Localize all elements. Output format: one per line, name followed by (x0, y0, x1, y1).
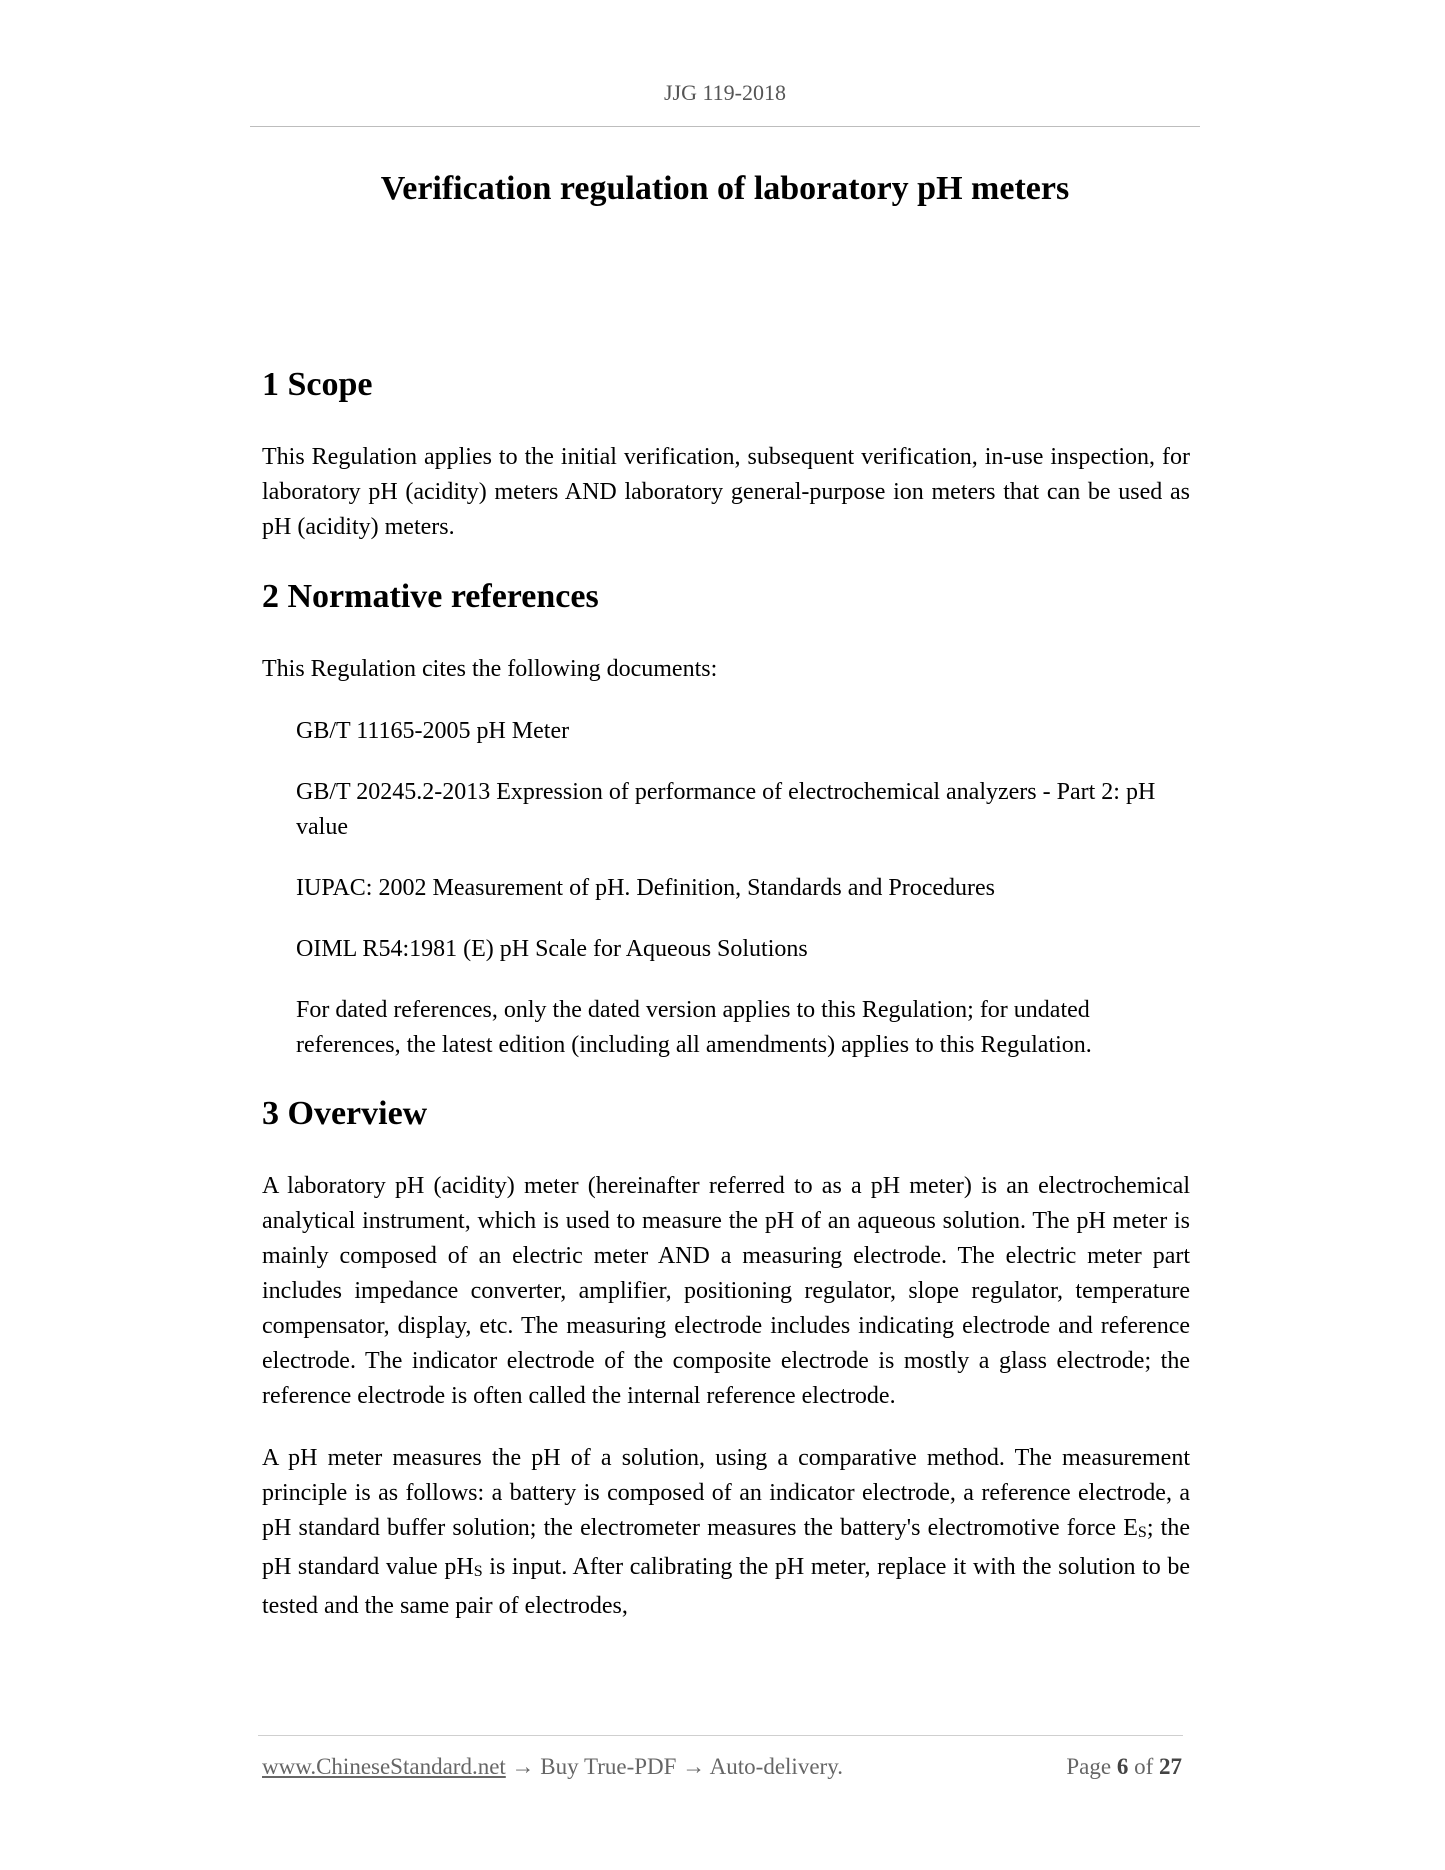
arrow-right-icon: → (511, 1754, 535, 1779)
page-footer (262, 1754, 1182, 1780)
references-intro: This Regulation cites the following documents: (262, 656, 718, 682)
subscript-s: S (1137, 1524, 1147, 1541)
section-heading-references: 2 Normative references (262, 578, 599, 615)
document-title: Verification regulation of laboratory pH meters (380, 170, 1070, 207)
section-heading-overview: 3 Overview (262, 1095, 428, 1132)
reference-item: GB/T 20245.2-2013 Expression of performance of electrochemical analyzers - Part 2: pH value (296, 779, 1156, 840)
subscript-s: S (473, 1563, 483, 1580)
reference-item: GB/T 11165-2005 pH Meter (296, 718, 570, 744)
section-normative-references (262, 572, 1190, 1063)
footer-divider (258, 1735, 1183, 1736)
arrow-right-icon: → (682, 1754, 706, 1779)
current-page-number: 6 (1116, 1754, 1129, 1779)
references-note: For dated references, only the dated version applies to this Regulation; for undated references, the latest edition (including all amendments) applies to this Regulation. (296, 997, 1092, 1058)
page-indicator (1066, 1754, 1182, 1780)
buy-pdf-text: Buy True-PDF (540, 1754, 677, 1779)
overview-paragraph-2-part-c: is input. After calibrating the pH meter, replace it with the solution to be tested and the same pair of electrodes, (262, 1554, 1190, 1619)
section-scope (262, 360, 1190, 545)
overview-paragraph-2-part-a: A pH meter measures the pH of a solution, using a comparative method. The measurement principle is as follows: a battery is composed of an indicator electrode, a reference electrode, a pH standard buffer solution; the electrometer measures the battery's electromotive force E (262, 1445, 1190, 1541)
of-label: of (1134, 1754, 1154, 1779)
section-heading-scope: 1 Scope (262, 366, 373, 403)
reference-item: IUPAC: 2002 Measurement of pH. Definition, Standards and Procedures (296, 875, 995, 901)
total-pages-number: 27 (1159, 1754, 1182, 1779)
section-overview (262, 1089, 1190, 1624)
references-list (262, 714, 1190, 1063)
overview-paragraph-2 (262, 1441, 1190, 1624)
website-link[interactable]: www.ChineseStandard.net (262, 1754, 506, 1779)
auto-delivery-text: Auto-delivery. (709, 1754, 843, 1779)
reference-item: OIML R54:1981 (E) pH Scale for Aqueous Solutions (296, 936, 808, 962)
document-code-header: JJG 119-2018 (663, 80, 787, 105)
overview-paragraph-1: A laboratory pH (acidity) meter (hereinafter referred to as a pH meter) is an electrochemical analytical instrument, which is used to measure the pH of an aqueous solution. The pH meter is mainly composed of an electric meter AND a measuring electrode. The electric meter part includes impedance converter, amplifier, positioning regulator, slope regulator, temperature compensator, display, etc. The measuring electrode includes indicating electrode and reference electrode. The indicator electrode of the composite electrode is mostly a glass electrode; the reference electrode is often called the internal reference electrode. (262, 1173, 1190, 1409)
page-label: Page (1066, 1754, 1112, 1779)
scope-paragraph: This Regulation applies to the initial verification, subsequent verification, in-use inspection, for laboratory pH (acidity) meters AND laboratory general-purpose ion meters that can be used as pH (acidity) meters. (262, 444, 1190, 540)
header-divider (250, 126, 1200, 127)
overview-paragraph-2-part-b: ; the pH standard value pH (262, 1515, 1190, 1580)
document-body (262, 360, 1190, 1651)
